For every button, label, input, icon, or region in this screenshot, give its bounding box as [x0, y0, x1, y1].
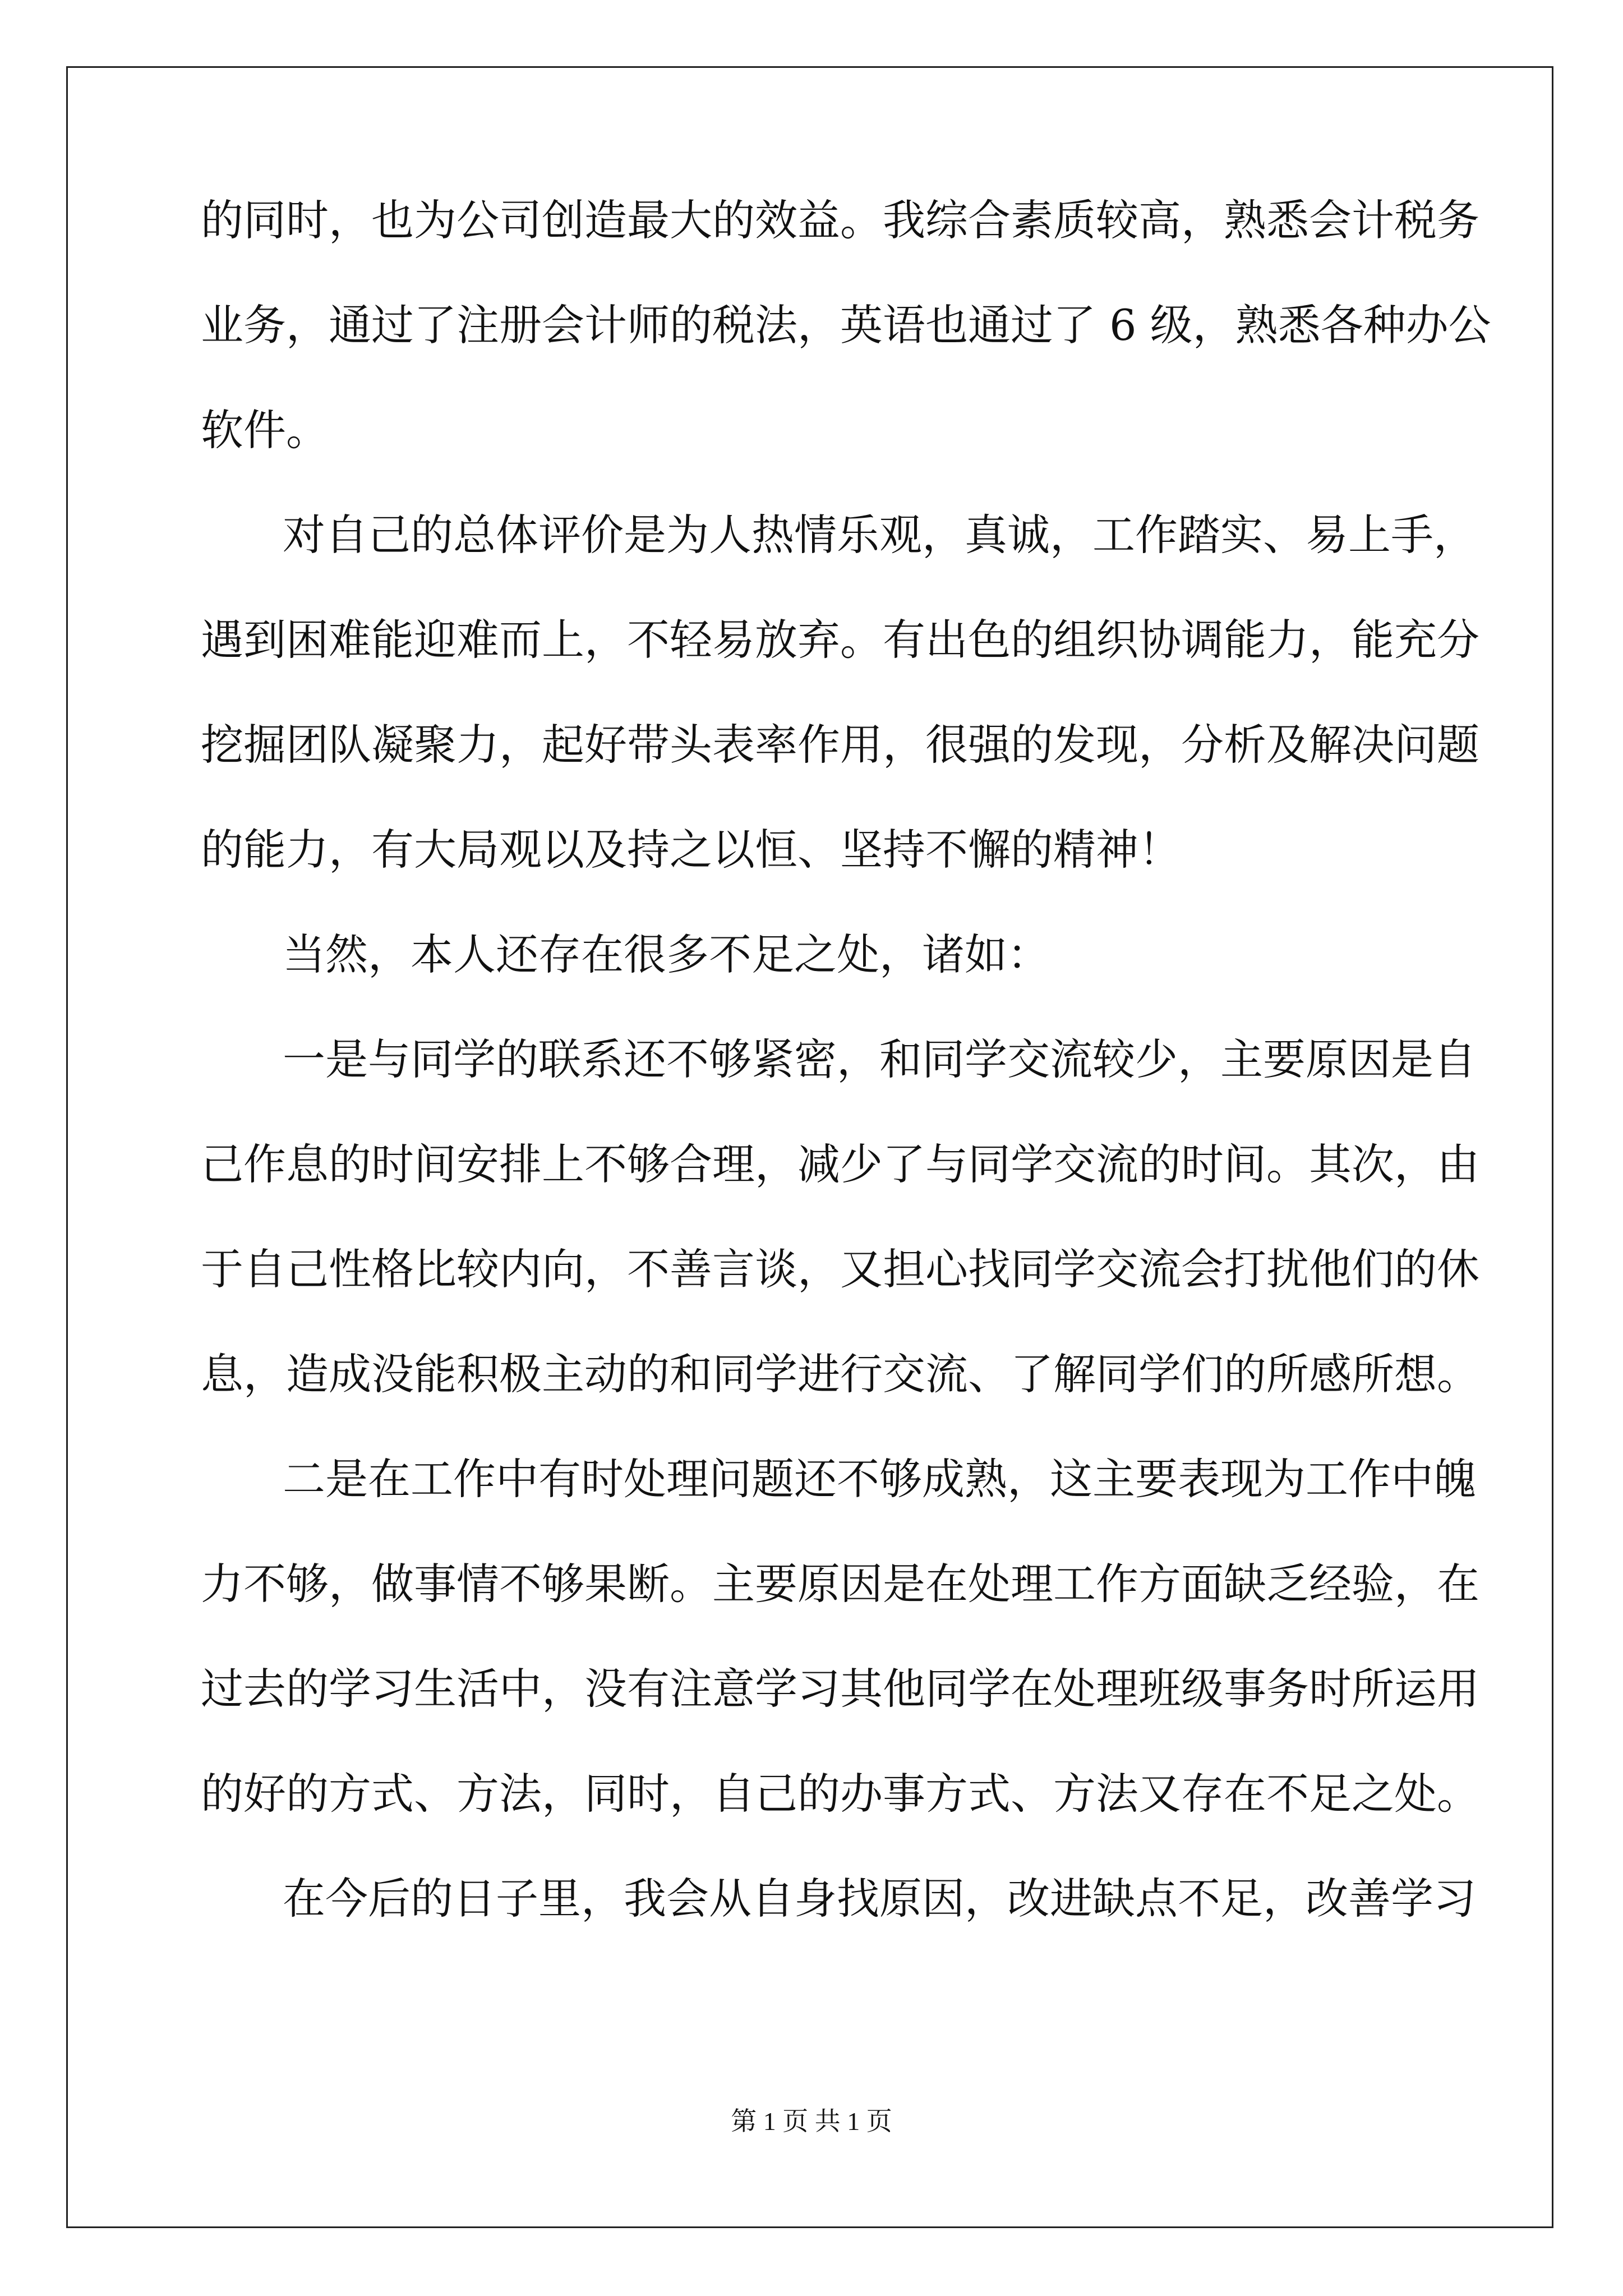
text-line: 遇到困难能迎难而上，不轻易放弃。有出色的组织协调能力，能充分: [201, 615, 1479, 665]
text-line: 一是与同学的联系还不够紧密，和同学交流较少，主要原因是自: [283, 1034, 1476, 1084]
text-line: 挖掘团队凝聚力，起好带头表率作用，很强的发现，分析及解决问题: [201, 720, 1479, 770]
text-line: 二是在工作中有时处理问题还不够成熟，这主要表现为工作中魄: [283, 1454, 1476, 1504]
text-line: 对自己的总体评价是为人热情乐观，真诚，工作踏实、易上手，: [283, 510, 1476, 560]
text-line: 于自己性格比较内向，不善言谈，又担心找同学交流会打扰他们的休: [201, 1244, 1479, 1294]
page-footer: 第 1 页 共 1 页: [731, 2107, 892, 2136]
text-line: 力不够，做事情不够果断。主要原因是在处理工作方面缺乏经验，在: [201, 1559, 1479, 1609]
text-line: 息，造成没能积极主动的和同学进行交流、了解同学们的所感所想。: [201, 1349, 1479, 1399]
text-line: 当然，本人还存在很多不足之处，诸如：: [283, 930, 1050, 979]
text-line: 在今后的日子里，我会从自身找原因，改进缺点不足，改善学习: [283, 1874, 1476, 1924]
text-line: 的能力，有大局观以及持之以恒、坚持不懈的精神！: [201, 825, 1181, 875]
text-line: 的好的方式、方法，同时，自己的办事方式、方法又存在不足之处。: [201, 1769, 1479, 1819]
text-line: 软件。: [201, 405, 329, 455]
text-line: 过去的学习生活中，没有注意学习其他同学在处理班级事务时所运用: [201, 1664, 1479, 1714]
text-line: 己作息的时间安排上不够合理，减少了与同学交流的时间。其次，由: [201, 1139, 1479, 1189]
text-line: 的同时，也为公司创造最大的效益。我综合素质较高，熟悉会计税务: [201, 195, 1479, 245]
text-line: 业务，通过了注册会计师的税法，英语也通过了 6 级，熟悉各种办公: [201, 300, 1491, 350]
